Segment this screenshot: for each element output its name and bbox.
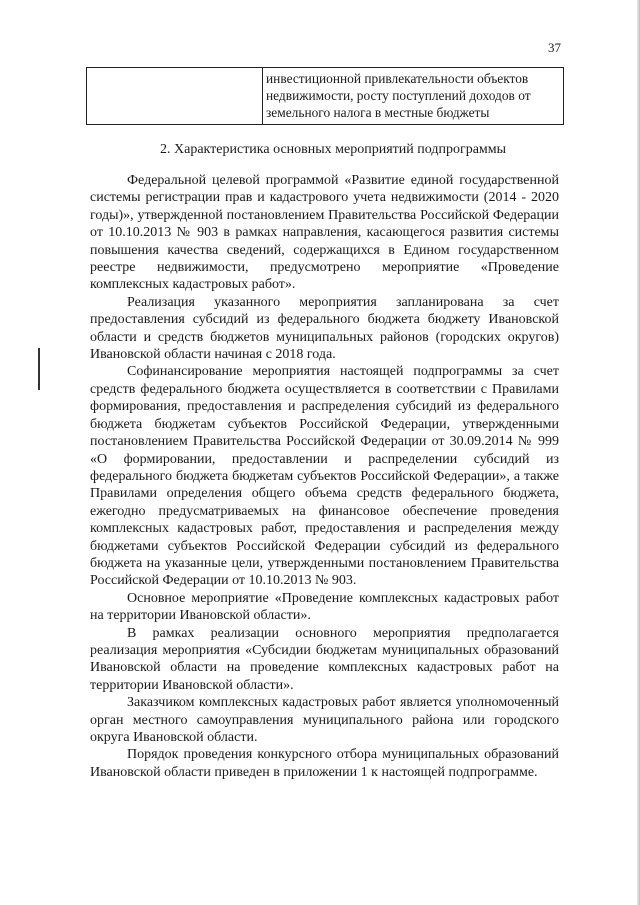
body-text <box>90 172 559 781</box>
margin-mark <box>38 348 40 390</box>
table-line: недвижимости, росту поступлений доходов от <box>266 88 531 103</box>
continuation-table <box>86 67 564 125</box>
page-number: 37 <box>548 40 561 55</box>
table-cell-empty <box>87 68 263 124</box>
paragraph: Основное мероприятие «Проведение комплексных кадастровых работ на территории Ивановской области». <box>90 590 559 624</box>
table-line: земельного налога в местные бюджеты <box>266 105 490 120</box>
table-line: инвестиционной привлекательности объектов <box>266 71 529 86</box>
paragraph: Реализация указанного мероприятия запланирована за счет предоставления субсидий из федерального бюджета бюджету Ивановской области и средств бюджетов муниципальных районов (городских округов) Ивановской области начиная с 2018 года. <box>90 294 559 363</box>
paragraph: Федеральной целевой программой «Развитие единой государственной системы регистрации прав и кадастрового учета недвижимости (2014 - 2020 годы)», утвержденной постановлением Правительства Российской Федерации от 10.10.2013 № 903 в рамках направления, касающегося развития системы повышения качества сведений, содержащихся в Едином государственном реестре недвижимости, предусмотрено мероприятие «Проведение комплексных кадастровых работ». <box>90 173 559 293</box>
table-cell-text <box>263 68 563 124</box>
paragraph: Порядок проведения конкурсного отбора муниципальных образований Ивановской области приведен в приложении 1 к настоящей подпрограмме. <box>90 747 559 780</box>
paragraph: Софинансирование мероприятия настоящей подпрограммы за счет средств федерального бюджета осуществляется в соответствии с Правилами формирования, предоставления и распределения субсидий из федерального бюджета бюджетам субъектов Российской Федерации, утвержденными постановлением Правительства Российской Федерации от 30.09.2014 № 999 «О формировании, предоставлении и распределении субсидий из федерального бюджета бюджетам субъектов Российской Федерации», а также Правилами определения общего объема средств федерального бюджета, ежегодно предусматриваемых на финансовое обеспечение проведения комплексных кадастровых работ, предоставления и распределения между бюджетами субъектов Российской Федерации субсидий из федерального бюджета на указанные цели, утвержденными постановлением Правительства Российской Федерации от 10.10.2013 № 903. <box>90 364 559 589</box>
paragraph: Заказчиком комплексных кадастровых работ является уполномоченный орган местного самоуправления муниципального района или городского округа Ивановской области. <box>90 695 559 745</box>
section-title: 2. Характеристика основных мероприятий подпрограммы <box>160 142 507 157</box>
paragraph: В рамках реализации основного мероприятия предполагается реализация мероприятия «Субсидии бюджетам муниципальных образований Ивановской области на проведение комплексных кадастровых работ на территории Ивановской области». <box>90 625 559 693</box>
